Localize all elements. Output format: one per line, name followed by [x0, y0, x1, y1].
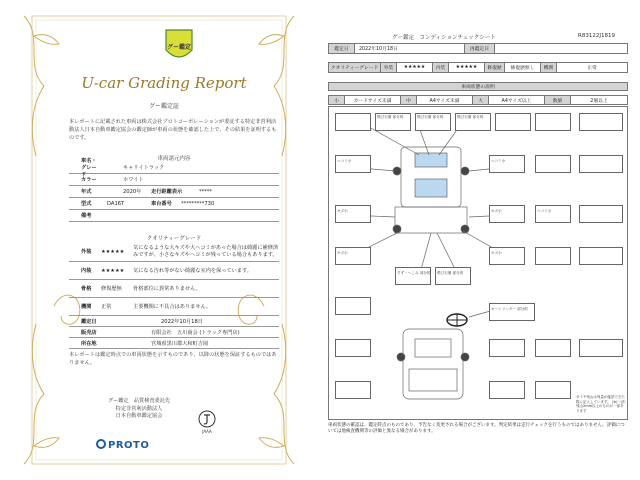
model-label: 型式 — [81, 201, 92, 207]
legend-count-value: 2個以上 — [590, 98, 608, 104]
legend-mid-value: A4サイズ未満 — [417, 96, 473, 104]
damage-label-c1: キズ小 — [337, 209, 348, 213]
damage-label-a2: 飛び石傷 部分的 — [417, 115, 444, 119]
interior-stars: ★★★★★ — [101, 267, 125, 274]
legend-count: 数値 — [545, 96, 571, 104]
color-value: ホワイト — [123, 177, 144, 183]
damage-label-b2: ヘコミ小 — [491, 159, 506, 163]
jaaa-label: JAAA — [202, 429, 212, 434]
proto-logo — [96, 439, 149, 451]
dealer-value: 有限会社 五川商会 (トラック専門店) — [151, 329, 240, 336]
damage-label-d1: キズ小 — [337, 251, 348, 255]
condition-title-row — [328, 82, 628, 91]
sheet-remarks: 車両状態の確認は、鑑定時点のものであり、予告なく変更される場合がございます。判定結果は走行チェックを行うものではありません。評価については他検査機関等の評価と異なる場合があります。 — [328, 423, 625, 434]
damage-label-f1: すず・へこみ 部分的 — [397, 271, 431, 275]
damage-label-d2: キズ小 — [491, 251, 502, 255]
spec-section-title: 車両諸元内容 — [157, 156, 191, 162]
proto-mark-icon — [96, 439, 106, 449]
ext-stars: ★★★★★ — [397, 63, 433, 72]
year-label: 年式 — [81, 189, 92, 195]
certificate-notes: 本レポートは鑑定時点での車両状態を示すものであり、以降の状態を保証するものではありません。 — [69, 352, 277, 367]
engine-label: 機関 — [541, 63, 557, 72]
sheet-grade-row — [328, 62, 628, 73]
repair-value: 修復歴無し — [505, 63, 541, 72]
issuer-line-2: 特定非営利活動法人 — [115, 405, 163, 412]
frame-label: 骨格 — [81, 286, 92, 292]
goo-badge-icon — [164, 28, 194, 64]
tire-note: タイヤ残山は残量が確認できた際に記入しています。 (※)一部: 残山2mm以上のものが一部あります — [576, 395, 626, 413]
exterior-stars: ★★★★★ — [101, 248, 125, 255]
int-label: 内装 — [433, 63, 449, 72]
engine-value: 正常 — [587, 66, 597, 71]
engine-value: 正常 — [101, 304, 112, 310]
damage-label-e1: ヘコミ小 — [537, 209, 552, 213]
damage-label-a3: 飛び石傷 部分的 — [457, 115, 484, 119]
grade-label: クオリティーグレード — [329, 63, 381, 72]
issuer-line-3: 日本自動車鑑定協会 — [115, 413, 163, 420]
sheet-doc-number: R83122J1819 — [578, 33, 615, 39]
interior-text: 気になる汚れ等がない綺麗な室内を保っています。 — [133, 268, 252, 274]
exterior-label: 外装 — [81, 249, 92, 255]
name-label: 車名・グレード — [81, 158, 97, 178]
color-label: カラー — [81, 177, 97, 183]
date-value: 2022年10月18日 — [355, 44, 465, 53]
remarks-label: 備考 — [81, 213, 92, 219]
engine-label: 機関 — [81, 304, 92, 310]
sheet-date-row — [328, 43, 628, 54]
report-value — [495, 44, 627, 53]
model-value: DA16T — [107, 200, 125, 207]
year-value: 2020年 — [123, 189, 142, 195]
mileage-label: 走行距離表示 — [151, 189, 183, 195]
engine-text: 主要機関に不具合はありません。 — [133, 304, 212, 310]
int-stars: ★★★★★ — [449, 63, 485, 72]
date-label: 鑑定日 — [329, 44, 355, 53]
damage-label-b1: ヘコミ小 — [337, 159, 352, 163]
condition-title: 車両状態の説明 — [329, 83, 627, 90]
report-label: 再鑑定日 — [465, 44, 495, 53]
frame-value: 修復歴無 — [101, 286, 122, 292]
chassis-label: 車台番号 — [151, 201, 172, 207]
damage-label-g1: キーシリンダー 部分的 — [491, 307, 528, 311]
quality-section-title: クオリティーグレード — [146, 236, 202, 242]
quality-table — [69, 242, 279, 349]
certificate-title: U-car Grading Report — [81, 74, 247, 92]
interior-label: 内装 — [81, 268, 92, 274]
legend-small-value: カードサイズ未満 — [345, 96, 401, 104]
damage-label-f2: 飛び石傷 部分的 — [437, 271, 464, 275]
exterior-text: 気になるような大キズや大ヘコミがあった場合は綺麗に補修済みですが、小さなキズやヘコミが残っている場合もあります。 — [133, 245, 279, 258]
jaaa-logo-icon — [198, 410, 216, 428]
proto-label: PROTO — [108, 440, 150, 451]
issuer-block — [94, 398, 184, 421]
issuer-line-1: グー鑑定 品質検査委託先 — [107, 398, 171, 404]
certificate-intro: 本レポートに記載された車両は株式会社プロトコーポレーションが委託する特定非営利活動法人日本自動車鑑定協会の鑑定師が車両の状態を確認した上で、その結果を証明するものです。 — [69, 119, 277, 142]
legend-large: 大 — [473, 96, 489, 104]
appraisal-date-label: 鑑定日 — [81, 318, 97, 325]
size-legend-row — [328, 95, 628, 105]
name-value: キャリイトラック — [123, 165, 165, 171]
frame-text: 骨格部位に異常ありません。 — [133, 286, 201, 292]
address-label: 所在地 — [81, 340, 97, 347]
damage-label-c2: キズ小 — [491, 209, 502, 213]
repair-label: 修復歴 — [485, 63, 505, 72]
legend-large-value: A4サイズ以上 — [489, 96, 545, 104]
legend-small: 小 — [329, 96, 345, 104]
grading-certificate — [14, 6, 304, 474]
dealer-label: 販売店 — [81, 329, 97, 336]
chassis-value: *********730 — [181, 200, 215, 207]
vehicle-damage-diagram — [328, 106, 628, 420]
damage-label-a1: 飛び石傷 部分的 — [377, 115, 404, 119]
certificate-subtitle: グー鑑定証 — [148, 103, 179, 110]
appraisal-date: 2022年10月18日 — [161, 318, 203, 325]
legend-mid: 中 — [401, 96, 417, 104]
mileage-value: ***** — [199, 188, 212, 195]
address-value: 宮城県黒川郡大和町吉岡 — [151, 340, 209, 347]
badge-label: グー鑑定 — [166, 44, 191, 51]
sheet-title: グー鑑定 コンディションチェックシート — [392, 35, 496, 41]
ext-label: 外装 — [381, 63, 397, 72]
